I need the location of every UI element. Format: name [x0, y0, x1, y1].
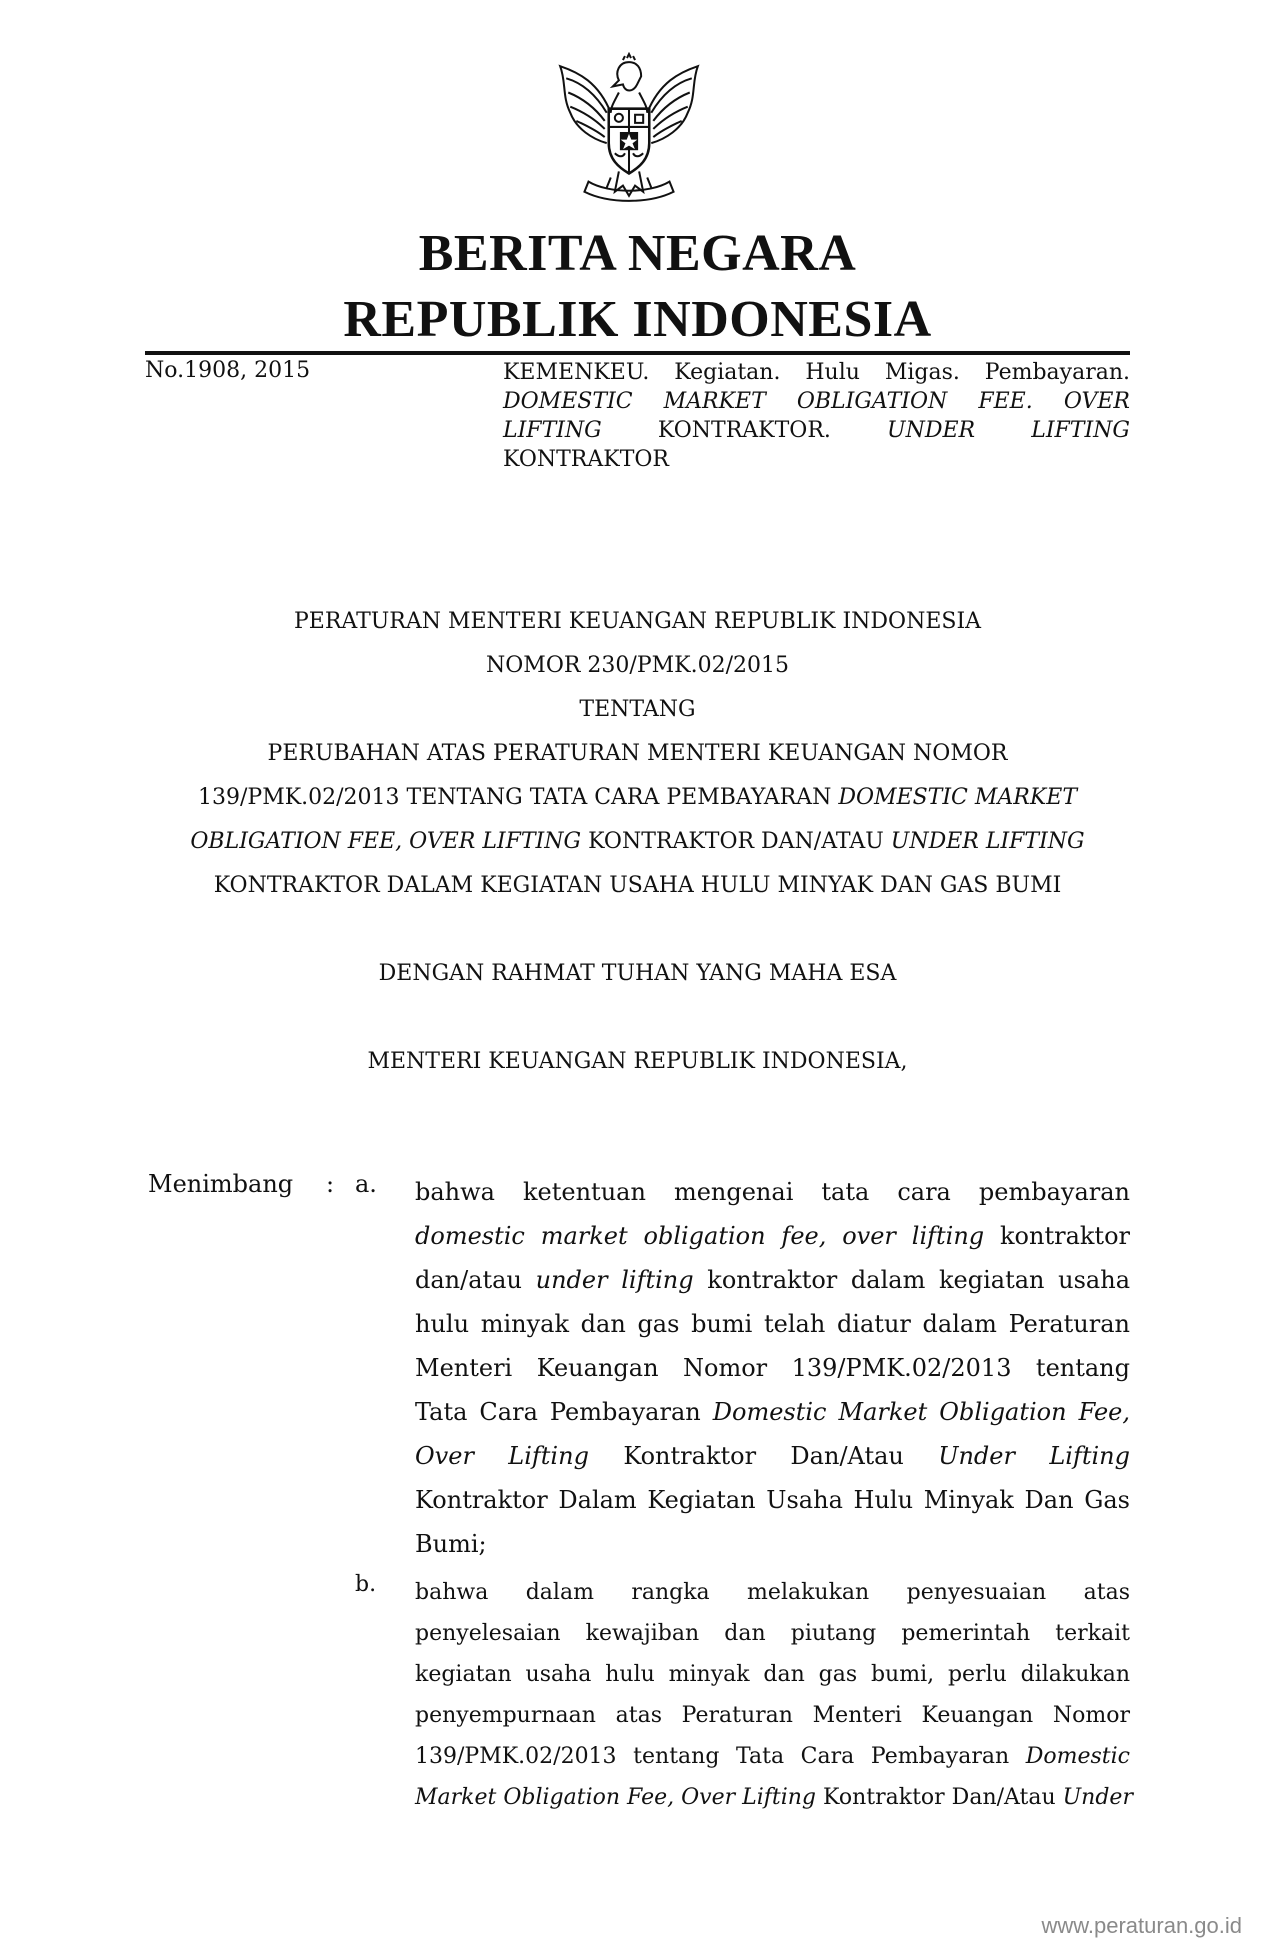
paragraph-line: penyelesaian kewajiban dan piutang pemerintah terkait [415, 1621, 1130, 1646]
paragraph-line: Menteri Keuangan Nomor 139/PMK.02/2013 tentang [415, 1354, 1130, 1382]
paragraph-line: Over Lifting Kontraktor Dan/Atau Under Lifting [415, 1442, 1130, 1470]
masthead-title-line2: REPUBLIK INDONESIA [343, 291, 932, 348]
paragraph-line: dan/atau under lifting kontraktor dalam kegiatan usaha [415, 1266, 1131, 1294]
subject-line: KONTRAKTOR [503, 447, 669, 472]
title-line: NOMOR 230/PMK.02/2015 [486, 653, 789, 678]
subject-line: KEMENKEU. Kegiatan. Hulu Migas. Pembayaran. [503, 360, 1130, 385]
paragraph-line: bahwa ketentuan mengenai tata cara pembayaran [415, 1178, 1130, 1206]
document-subject [503, 358, 1130, 474]
title-line: OBLIGATION FEE, OVER LIFTING KONTRAKTOR DAN/ATAU UNDER LIFTING [190, 829, 1085, 854]
opening-phrase: DENGAN RAHMAT TUHAN YANG MAHA ESA [378, 961, 897, 986]
item-b-paragraph [415, 1572, 1133, 1818]
source-url: www.peraturan.go.id [1041, 1913, 1242, 1938]
subject-line: LIFTING KONTRAKTOR. UNDER LIFTING [503, 418, 1130, 443]
menimbang-label: Menimbang [148, 1170, 294, 1198]
item-b-letter: b. [355, 1572, 377, 1597]
garuda-emblem-icon [548, 52, 710, 214]
paragraph-line: domestic market obligation fee, over lifting kontraktor [415, 1222, 1130, 1250]
paragraph-line: bahwa dalam rangka melakukan penyesuaian atas [415, 1580, 1130, 1605]
title-line: TENTANG [579, 697, 696, 722]
title-line: PERUBAHAN ATAS PERATURAN MENTERI KEUANGAN NOMOR [267, 741, 1008, 766]
paragraph-line: Market Obligation Fee, Over Lifting Kontraktor Dan/Atau Under [415, 1785, 1133, 1810]
paragraph-line: Kontraktor Dalam Kegiatan Usaha Hulu Minyak Dan Gas [415, 1486, 1130, 1514]
masthead-title-line1: BERITA NEGARA [418, 225, 857, 282]
masthead-divider [145, 351, 1130, 355]
subject-line: DOMESTIC MARKET OBLIGATION FEE. OVER [503, 389, 1130, 414]
paragraph-line: Bumi; [415, 1530, 487, 1558]
item-a-paragraph [415, 1170, 1130, 1566]
paragraph-line: Tata Cara Pembayaran Domestic Market Obligation Fee, [415, 1398, 1130, 1426]
title-line: PERATURAN MENTERI KEUANGAN REPUBLIK INDONESIA [293, 609, 982, 634]
title-line: KONTRAKTOR DALAM KEGIATAN USAHA HULU MINYAK DAN GAS BUMI [213, 873, 1062, 898]
minister-heading: MENTERI KEUANGAN REPUBLIK INDONESIA, [367, 1049, 908, 1074]
paragraph-line: kegiatan usaha hulu minyak dan gas bumi, perlu dilakukan [415, 1662, 1130, 1687]
document-number: No.1908, 2015 [145, 358, 311, 383]
item-a-letter: a. [355, 1170, 377, 1198]
paragraph-line: hulu minyak dan gas bumi telah diatur dalam Peraturan [415, 1310, 1130, 1338]
regulation-title [145, 600, 1130, 908]
paragraph-line: penyempurnaan atas Peraturan Menteri Keuangan Nomor [415, 1703, 1130, 1728]
title-line: 139/PMK.02/2013 TENTANG TATA CARA PEMBAYARAN DOMESTIC MARKET [197, 785, 1077, 810]
paragraph-line: 139/PMK.02/2013 tentang Tata Cara Pembayaran Domestic [415, 1744, 1130, 1769]
menimbang-colon: : [326, 1170, 335, 1198]
